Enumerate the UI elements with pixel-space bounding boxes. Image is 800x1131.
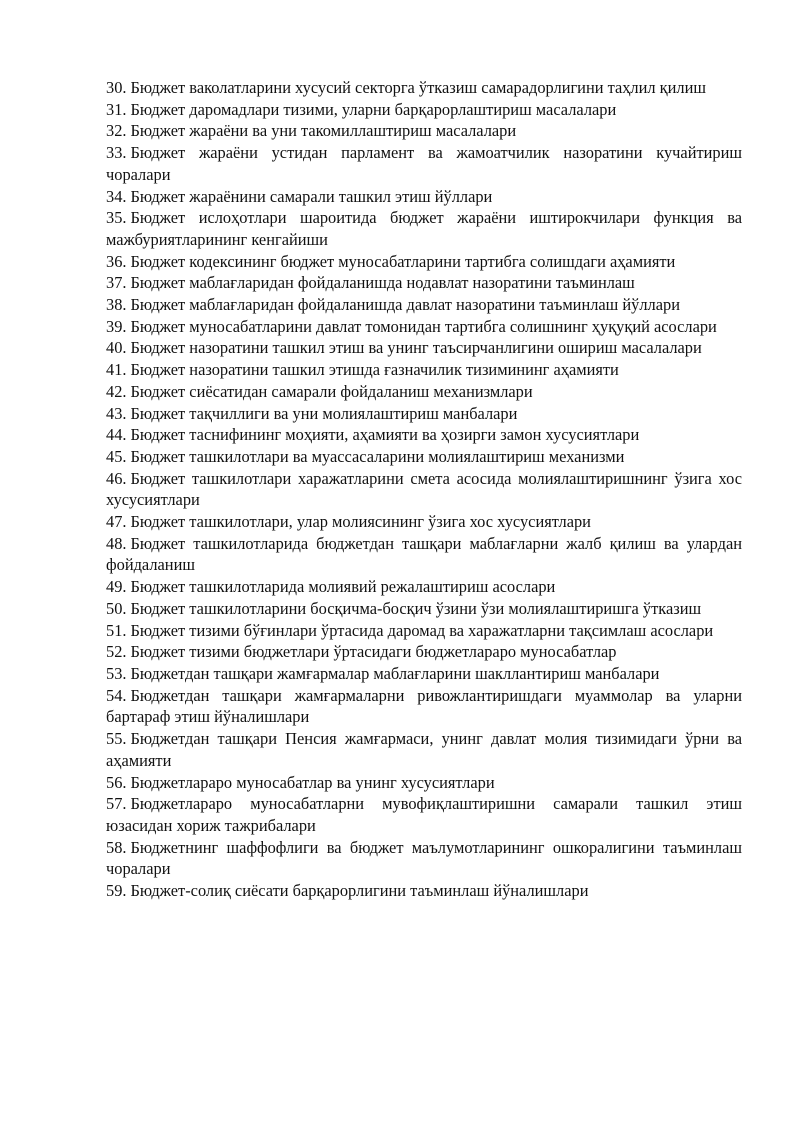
item-number: 50.: [106, 598, 127, 618]
item-number: 31.: [106, 99, 127, 119]
item-text: Бюджет жараёнини самарали ташкил этиш йўллари: [130, 186, 493, 206]
item-number: 33.: [106, 143, 127, 163]
list-item: [106, 772, 742, 794]
list-item: [106, 120, 742, 142]
item-number: 30.: [106, 78, 127, 97]
item-text: Бюджет ташкилотларини босқичма-босқич ўзини ўзи молиялаштиришга ўтказиш: [130, 598, 702, 618]
list-item: [106, 793, 742, 836]
list-item: [106, 663, 742, 685]
item-number: 51.: [106, 620, 127, 640]
list-item: [106, 511, 742, 533]
list-item: [106, 142, 742, 185]
item-text: Бюджетнинг шаффофлиги ва бюджет маълумотларининг ошкоралигини таъминлаш чоралари: [106, 837, 742, 879]
list-item: [106, 77, 742, 99]
list-item: [106, 316, 742, 338]
item-number: 38.: [106, 295, 127, 315]
list-item: [106, 403, 742, 425]
item-text: Бюджет даромадлари тизими, уларни барқарорлаштириш масалалари: [130, 99, 617, 119]
item-text: Бюджетдан ташқари жамғармаларни ривожлантиришдаги муаммолар ва уларни бартараф этиш йўналишлари: [106, 685, 742, 727]
item-text: Бюджет назоратини ташкил этиш ва унинг таъсирчанлигини ошириш масалалари: [130, 338, 702, 358]
item-number: 52.: [106, 642, 127, 662]
item-number: 39.: [106, 316, 127, 336]
list-item: [106, 186, 742, 208]
item-number: 41.: [106, 360, 127, 380]
item-text: Бюджет ташкилотлари, улар молиясининг ўзига хос хусусиятлари: [130, 512, 591, 532]
list-item: [106, 294, 742, 316]
item-number: 47.: [106, 512, 127, 532]
item-text: Бюджет-солиқ сиёсати барқарорлигини таъминлаш йўналишлари: [130, 881, 589, 901]
item-number: 43.: [106, 403, 127, 423]
item-number: 48.: [106, 533, 127, 553]
list-item: [106, 381, 742, 403]
list-item: [106, 446, 742, 468]
list-item: [106, 207, 742, 250]
list-item: [106, 359, 742, 381]
item-text: Бюджет ваколатларини хусусий секторга ўтказиш самарадорлигини таҳлил қилиш: [130, 78, 706, 97]
list-item: [106, 641, 742, 663]
list-item: [106, 728, 742, 771]
list-item: [106, 598, 742, 620]
item-number: 35.: [106, 208, 127, 228]
item-text: Бюджет ташкилотлари харажатларини смета асосида молиялаштиришнинг ўзига хос хусусиятлари: [106, 468, 742, 510]
item-text: Бюджет ислоҳотлари шароитида бюджет жараёни иштирокчилари функция ва мажбуриятларининг кенгайиши: [106, 208, 742, 249]
item-text: Бюджет жараёни устидан парламент ва жамоатчилик назоратини кучайтириш чоралари: [106, 143, 742, 184]
list-item: [106, 251, 742, 273]
list-item: [106, 685, 742, 728]
list-item: [106, 468, 742, 511]
item-number: 59.: [106, 881, 127, 901]
item-number: 55.: [106, 729, 127, 749]
item-number: 37.: [106, 273, 127, 293]
item-number: 40.: [106, 338, 127, 358]
item-text: Бюджет маблағларидан фойдаланишда нодавлат назоратини таъминлаш: [130, 273, 635, 293]
list-item: [106, 99, 742, 121]
item-text: Бюджет жараёни ва уни такомиллаштириш масалалари: [130, 121, 517, 141]
item-number: 32.: [106, 121, 127, 141]
list-item: [106, 837, 742, 880]
item-text: Бюджет маблағларидан фойдаланишда давлат назоратини таъминлаш йўллари: [130, 295, 680, 315]
item-number: 45.: [106, 446, 127, 466]
list-item: [106, 620, 742, 642]
item-text: Бюджет ташкилотларида бюджетдан ташқари маблағларни жалб қилиш ва улардан фойдаланиш: [106, 533, 742, 575]
item-text: Бюджет ташкилотлари ва муассасаларини молиялаштириш механизми: [130, 446, 625, 466]
topic-list: [106, 77, 742, 902]
item-text: Бюджет сиёсатидан самарали фойдаланиш механизмлари: [130, 381, 533, 401]
list-item: [106, 424, 742, 446]
item-text: Бюджет тизими бўғинлари ўртасида даромад ва харажатларни тақсимлаш асослари: [130, 620, 714, 640]
item-text: Бюджетдан ташқари жамғармалар маблағларини шакллантириш манбалари: [130, 663, 660, 683]
item-number: 53.: [106, 663, 127, 683]
item-text: Бюджетдан ташқари Пенсия жамғармаси, унинг давлат молия тизимидаги ўрни ва аҳамияти: [106, 729, 742, 770]
item-text: Бюджет тақчиллиги ва уни молиялаштириш манбалари: [130, 403, 518, 423]
list-item: [106, 880, 742, 902]
item-text: Бюджет кодексининг бюджет муносабатларини тартибга солишдаги аҳамияти: [130, 251, 676, 271]
item-number: 54.: [106, 685, 127, 705]
item-number: 46.: [106, 468, 127, 488]
item-number: 49.: [106, 577, 127, 597]
item-text: Бюджетлараро муносабатларни мувофиқлаштиришни самарали ташкил этиш юзасидан хориж тажрибалари: [106, 794, 742, 835]
list-item: [106, 576, 742, 598]
item-number: 56.: [106, 772, 127, 792]
item-text: Бюджет таснифининг моҳияти, аҳамияти ва ҳозирги замон хусусиятлари: [130, 425, 640, 445]
item-number: 42.: [106, 381, 127, 401]
list-item: [106, 337, 742, 359]
item-text: Бюджет муносабатларини давлат томонидан тартибга солишнинг ҳуқуқий асослари: [130, 316, 717, 336]
item-number: 36.: [106, 251, 127, 271]
item-number: 34.: [106, 186, 127, 206]
list-item: [106, 533, 742, 576]
item-number: 58.: [106, 837, 127, 857]
list-item: [106, 272, 742, 294]
item-text: Бюджетлараро муносабатлар ва унинг хусусиятлари: [130, 772, 495, 792]
item-text: Бюджет ташкилотларида молиявий режалаштириш асослари: [130, 577, 556, 597]
item-number: 57.: [106, 794, 127, 814]
item-text: Бюджет тизими бюджетлари ўртасидаги бюджетлараро муносабатлар: [130, 642, 617, 662]
item-number: 44.: [106, 425, 127, 445]
item-text: Бюджет назоратини ташкил этишда ғазначилик тизимининг аҳамияти: [130, 360, 619, 380]
